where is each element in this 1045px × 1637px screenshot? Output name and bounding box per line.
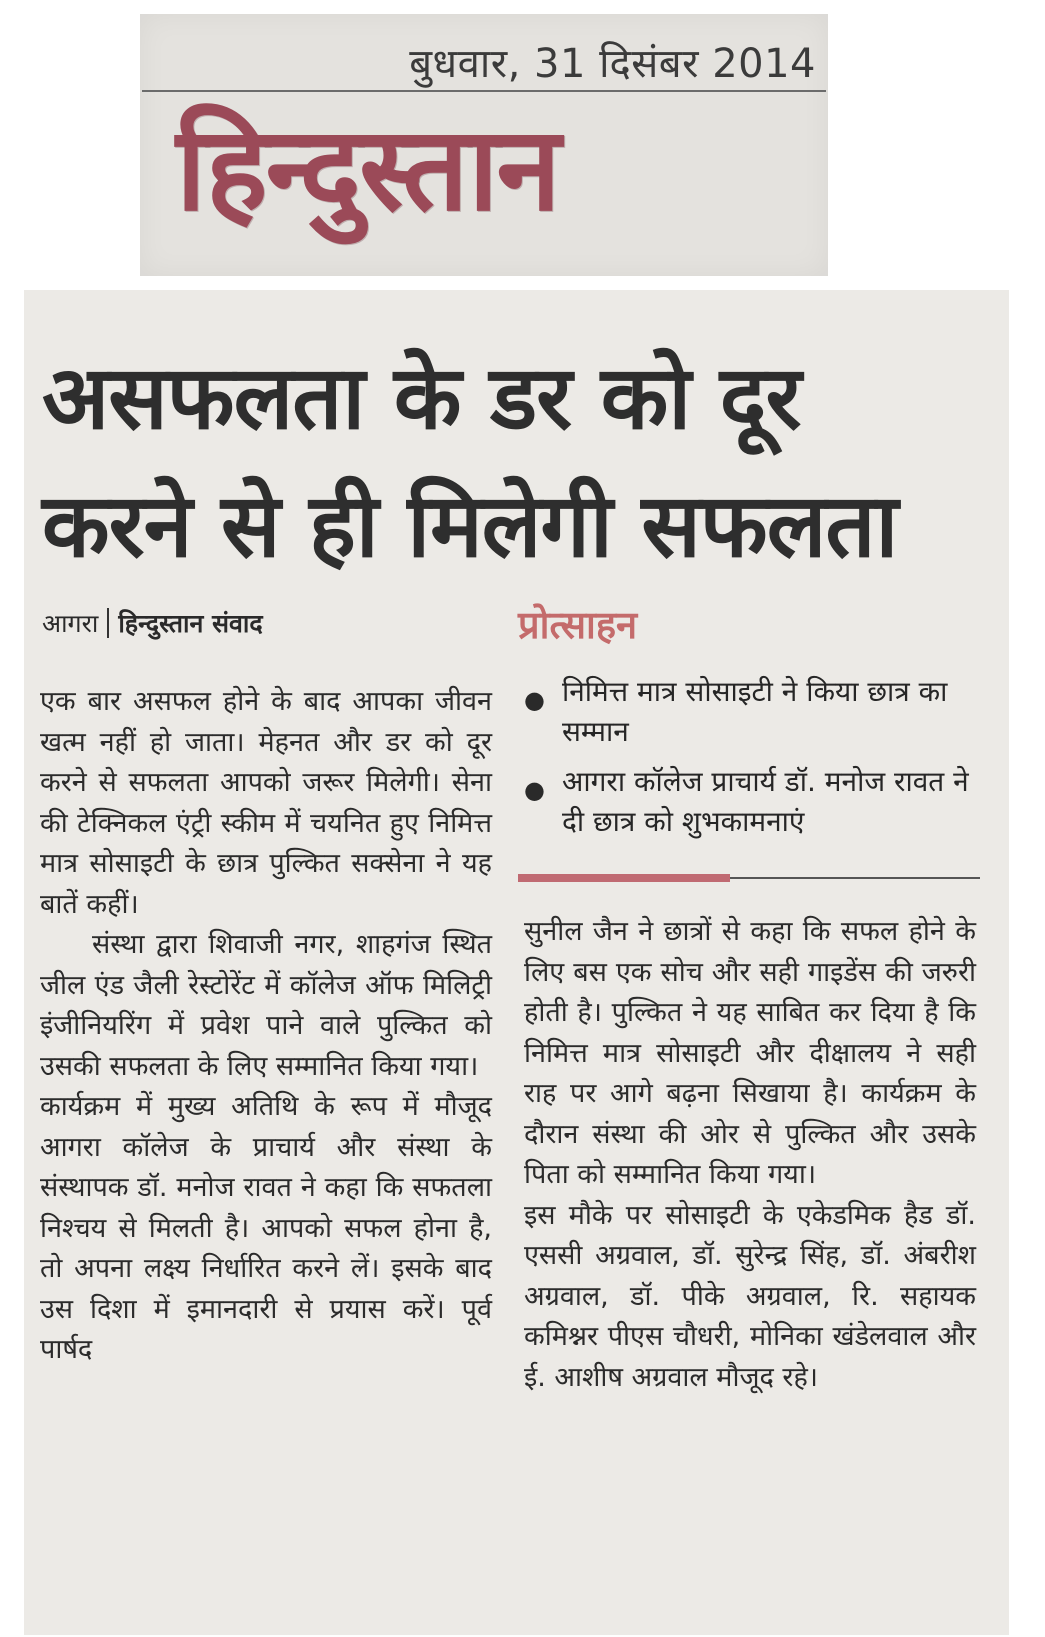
article-paragraph: कार्यक्रम में मुख्य अतिथि के रूप में मौजूद आगरा कॉलेज के प्राचार्य और संस्था के संस्थापक डॉ. मनोज रावत ने कहा कि सफतला निश्चय से मिलती है। आपको सफल होना है, तो अपना लक्ष्य निर्धारित करने लें। इसके बाद उस दिशा में इमानदारी से प्रयास करें। पूर्व पार्षद [40,1091,492,1365]
masthead-rule [142,90,826,92]
article-paragraph: संस्था द्वारा शिवाजी नगर, शाहगंज स्थित जील एंड जैली रेस्टोरेंट में कॉलेज ऑफ मिलिट्री इंजीनियरिंग में प्रवेश पाने वाले पुल्कित को उसकी सफलता के लिए सम्मानित किया गया। [40,929,492,1082]
newspaper-logo: हिन्दुस्तान [176,102,559,237]
article-paragraph: इस मौके पर सोसाइटी के एकेडमिक हैड डॉ. एससी अग्रवाल, डॉ. सुरेन्द्र सिंह, डॉ. अंबरीश अग्रवाल, डॉ. पीके अग्रवाल, रि. सहायक कमिश्नर पीएस चौधरी, मोनिका खंडेलवाल और ई. आशीष अग्रवाल मौजूद रहे। [524,1199,976,1393]
article-paragraph: एक बार असफल होने के बाद आपका जीवन खत्म नहीं हो जाता। मेहनत और डर को दूर करने से सफलता आपको जरूर मिलेगी। सेना की टेक्निकल एंट्री स्कीम में चयनित हुए निमित्त मात्र सोसाइटी के छात्र पुल्कित सक्सेना ने यह बातें कहीं। [40,686,492,920]
highlight-text: निमित्त मात्र सोसाइटी ने किया छात्र का सम्मान [562,675,948,748]
section-divider [518,874,980,882]
article-clipping [24,290,1009,1635]
highlight-item [518,672,988,752]
byline [42,606,263,640]
highlights-list [518,672,988,852]
byline-source: हिन्दुस्तान संवाद [118,609,263,638]
divider-line [730,877,980,879]
byline-place: आगरा [42,609,99,638]
masthead [140,14,828,276]
headline [42,334,992,590]
divider-accent-bar [518,874,730,882]
headline-line-1: असफलता के डर को दूर [42,346,801,449]
highlight-item [518,762,988,842]
highlight-text: आगरा कॉलेज प्राचार्य डॉ. मनोज रावत ने दी छात्र को शुभकामनाएं [562,765,969,838]
article-paragraph: सुनील जैन ने छात्रों से कहा कि सफल होने के लिए बस एक सोच और सही गाइडेंस की जरुरी होती है। पुल्कित ने यह साबित कर दिया है कि निमित्त मात्र सोसाइटी और दीक्षालय ने सही राह पर आगे बढ़ना सिखाया है। कार्यक्रम के दौरान संस्था की ओर से पुल्कित और उसके पिता को सम्मानित किया गया। [524,916,976,1190]
kicker-label: प्रोत्साहन [518,603,638,647]
headline-line-2: करने से ही मिलेगी सफलता [42,474,898,577]
article-column-left [40,682,492,1371]
publication-date: बुधवार, 31 दिसंबर 2014 [409,41,816,87]
byline-separator [107,608,109,638]
article-column-right [524,912,976,1398]
bullet-icon: ● [524,686,545,714]
bullet-icon: ● [524,776,545,804]
